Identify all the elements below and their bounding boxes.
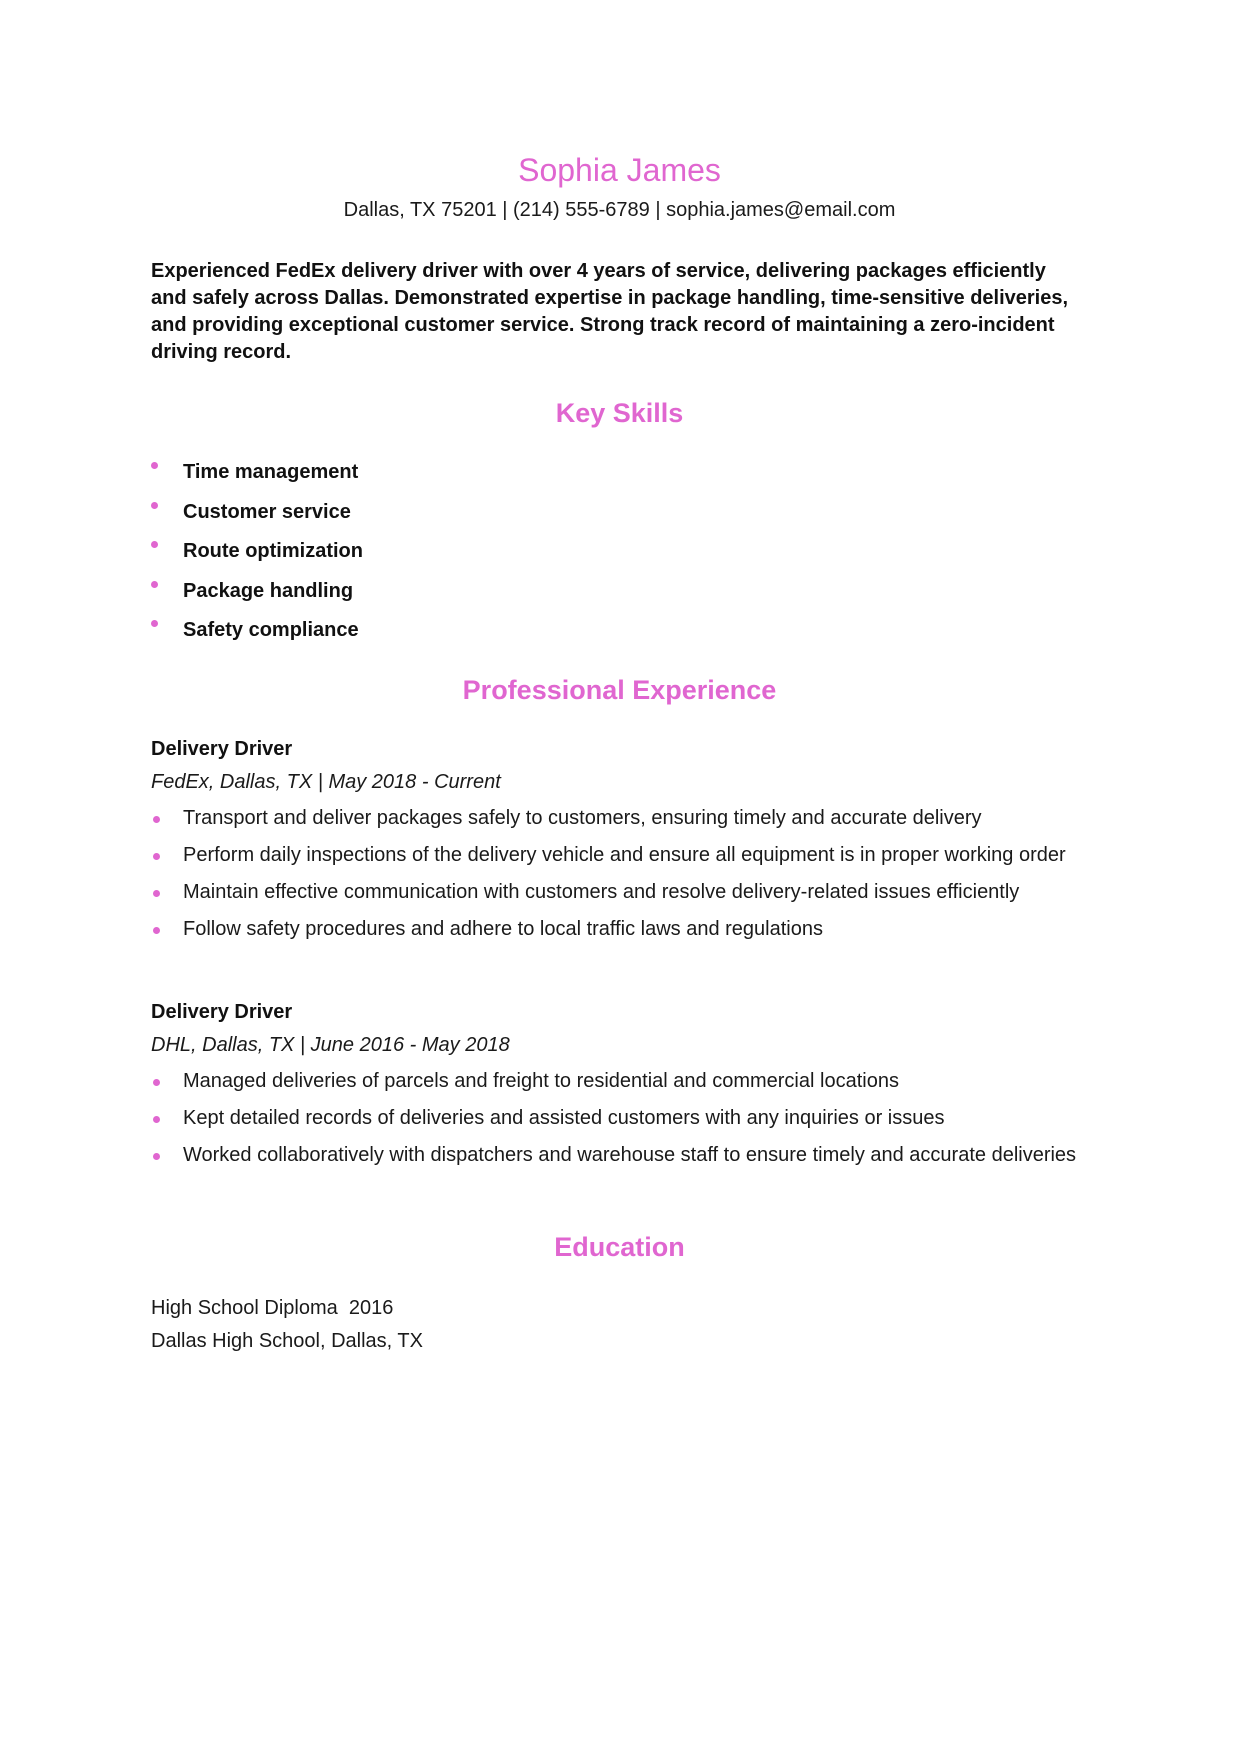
bullet-icon <box>153 1116 160 1123</box>
bullet-text: Worked collaboratively with dispatchers and warehouse staff to ensure timely and accurate deliveries <box>183 1144 1077 1166</box>
job-title: Delivery Driver <box>151 1001 293 1023</box>
education-heading: Education <box>554 1232 685 1262</box>
candidate-name: Sophia James <box>518 152 721 188</box>
bullet-icon <box>153 1153 160 1160</box>
experience-heading: Professional Experience <box>462 675 777 705</box>
job-company-dates: DHL, Dallas, TX | June 2016 - May 2018 <box>151 1034 510 1056</box>
job-bullet <box>151 805 1091 832</box>
skill-label: Time management <box>183 461 359 483</box>
bullet-icon <box>151 462 158 469</box>
job-bullet <box>151 1068 1091 1095</box>
job-bullets <box>151 805 1091 943</box>
job-company-dates: FedEx, Dallas, TX | May 2018 - Current <box>151 771 501 793</box>
education-degree: High School Diploma 2016 <box>151 1297 394 1319</box>
skill-label: Customer service <box>183 500 351 523</box>
bullet-icon <box>151 502 158 509</box>
skills-list <box>151 458 363 656</box>
job-bullets <box>151 1068 1091 1169</box>
skill-item <box>151 458 363 498</box>
skill-item <box>151 616 363 656</box>
bullet-icon <box>153 890 160 897</box>
bullet-text: Transport and deliver packages safely to customers, ensuring timely and accurate delivery <box>183 807 982 829</box>
bullet-text: Maintain effective communication with customers and resolve delivery-related issues efficiently <box>183 881 1020 903</box>
job-bullet <box>151 916 1091 943</box>
bullet-icon <box>151 541 158 548</box>
education-school: Dallas High School, Dallas, TX <box>151 1330 423 1352</box>
bullet-icon <box>151 581 158 588</box>
skill-item <box>151 498 363 538</box>
bullet-text: Kept detailed records of deliveries and assisted customers with any inquiries or issues <box>183 1107 945 1129</box>
bullet-icon <box>153 853 160 860</box>
job-bullet <box>151 842 1091 869</box>
bullet-icon <box>153 1079 160 1086</box>
bullet-icon <box>153 816 160 823</box>
bullet-text: Perform daily inspections of the delivery vehicle and ensure all equipment is in proper working order <box>183 844 1066 866</box>
job-entry-dhl <box>151 998 1091 1179</box>
bullet-text: Managed deliveries of parcels and freight to residential and commercial locations <box>183 1070 899 1092</box>
bullet-text: Follow safety procedures and adhere to local traffic laws and regulations <box>183 918 823 940</box>
job-bullet <box>151 1142 1091 1169</box>
job-title: Delivery Driver <box>151 738 293 760</box>
bullet-icon <box>153 927 160 934</box>
professional-summary: Experienced FedEx delivery driver with over 4 years of service, delivering packages efficiently and safely across Dallas. Demonstrated expertise in package handling, time-sensitive deliveries, and providing exceptional customer service. Strong track record of maintaining a zero-incident driving record. <box>151 260 1069 363</box>
skill-label: Route optimization <box>183 540 363 562</box>
job-entry-fedex <box>151 735 1091 953</box>
bullet-icon <box>151 620 158 627</box>
skill-item <box>151 577 363 617</box>
education-entry <box>151 1292 423 1358</box>
skill-label: Package handling <box>183 579 354 602</box>
key-skills-heading: Key Skills <box>555 398 684 428</box>
skill-label: Safety compliance <box>183 619 359 641</box>
job-bullet <box>151 1105 1091 1132</box>
contact-info: Dallas, TX 75201 | (214) 555-6789 | sophia.james@email.com <box>343 199 896 221</box>
job-bullet <box>151 879 1091 906</box>
skill-item <box>151 537 363 577</box>
